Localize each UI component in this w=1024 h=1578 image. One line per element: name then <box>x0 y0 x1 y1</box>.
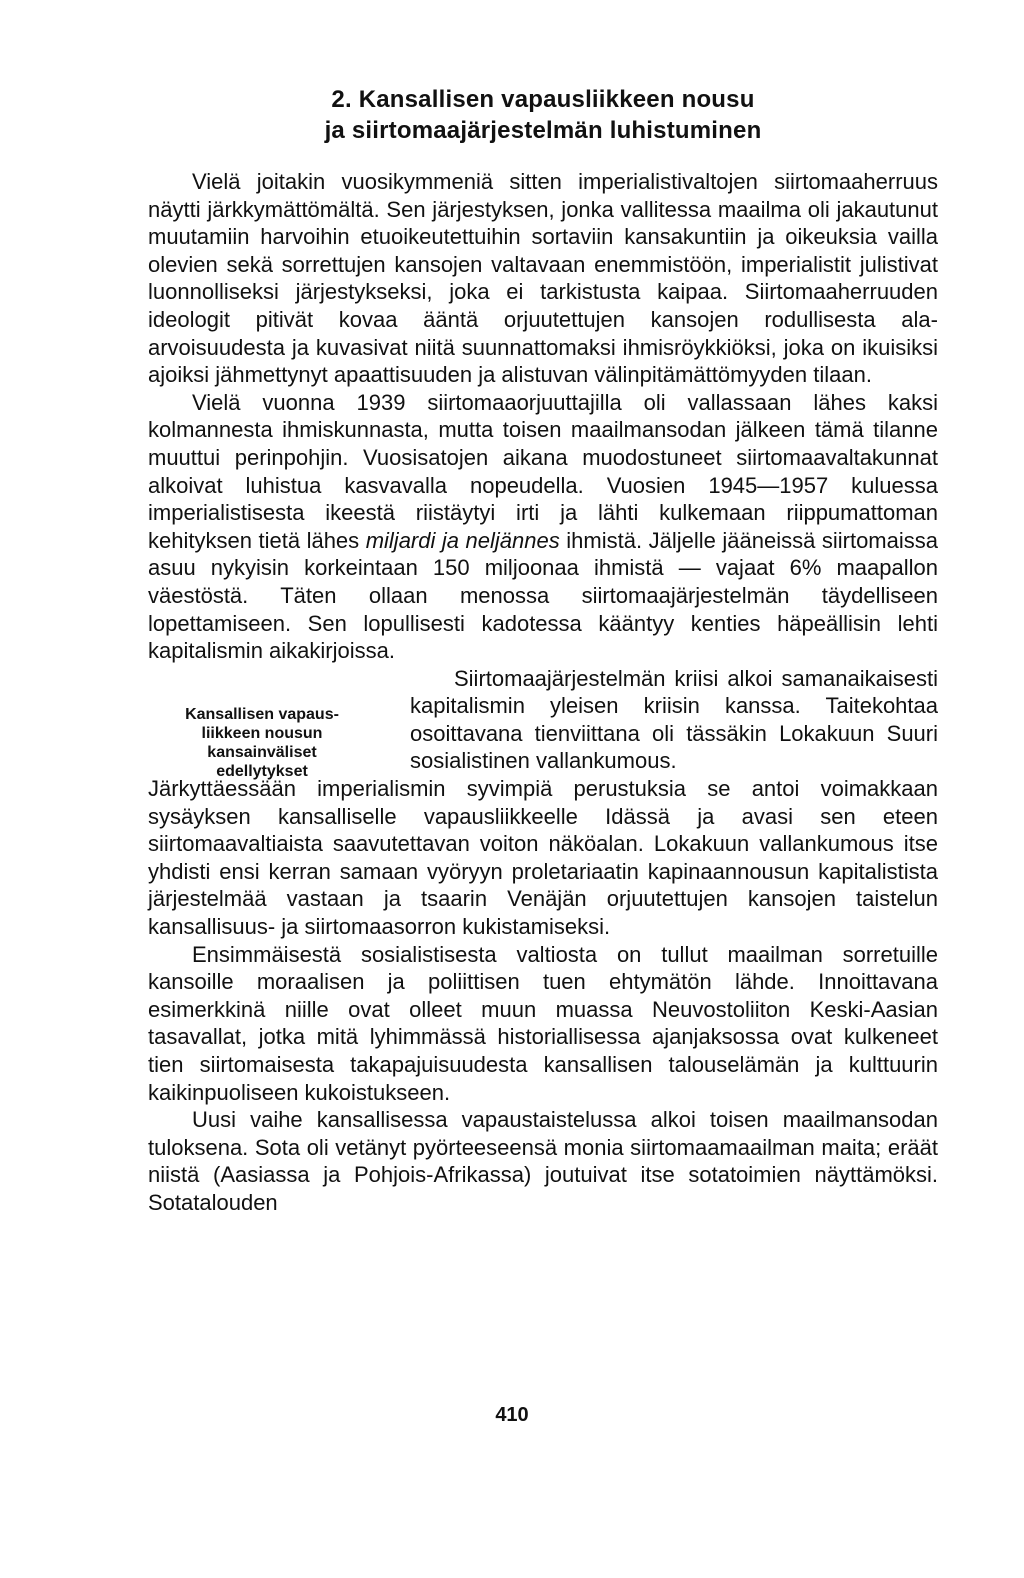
marginal-note-line-3: kansainväliset <box>207 743 317 761</box>
page-number: 410 <box>495 1404 529 1426</box>
paragraph-2-after: ihmistä. Jäljelle jääneissä siirtomaissa asuu nykyisin korkeintaan 150 miljoonaa ihmistä — vajaat 6% maapallon väestöstä. Täten ollaan menossa siirtomaajärjestelmän täydelliseen lopettamiseen. Sen lopullisesti kadotessa kääntyy kenties häpeällisin lehti kapitalismin aikakirjoissa. <box>148 527 938 664</box>
paragraph-3-rest: Järkyttäessään imperialismin syvimpiä perustuksia se antoi voimakkaan sysäyksen kansalliselle vapausliikkeelle Idässä ja avasi sen eteen siirtomaavaltiaista saavutettavan voiton näköalan. Lokakuun vallankumous itse yhdisti ensi kerran samaan vyöryyn proletariaatin kapinaannousun kapitalistista järjestelmää vastaan ja tsaarin Venäjän orjuutettujen kansojen taistelun kansallisuus- ja siirtomaasorron kukistamiseksi. <box>148 776 938 940</box>
document-page <box>148 84 938 1217</box>
paragraph-5: Uusi vaihe kansallisessa vapaustaistelussa alkoi toisen maailmansodan tuloksena. Sota oli vetänyt pyörteeseensä monia siirtomaamaailman maita; eräät niistä (Aasiassa ja Pohjois-Afrikassa) joutuivat itse sotatoimien näyttämöksi. Sotatalouden <box>148 1107 938 1215</box>
paragraph-2 <box>148 389 938 665</box>
paragraph-2-before: Vielä vuonna 1939 siirtomaaorjuuttajilla oli vallassaan lähes kaksi kolmannesta ihmiskunnasta, mutta toisen maailmansodan jälkeen tämä tilanne muuttui perinpohjin. Vuosisatojen aikana muodostuneet siirtomaavaltakunnat alkoivat luhistua kasvavalla nopeudella. Vuosien 1945—1957 kuluessa imperialistisesta ikeestä riistäytyi irti ja lähti kulkemaan riippumattoman kehityksen tietä lähes <box>148 389 938 553</box>
paragraph-3-side: Siirtomaajärjestelmän kriisi alkoi samanaikaisesti kapitalismin yleisen kriisin kanssa. Taitekohtaa osoittavana tienviittana oli tässäkin Lokakuun Suuri sosialistinen vallankumous. <box>410 665 938 774</box>
body-text <box>148 168 938 1217</box>
paragraph-1: Vielä joitakin vuosikymmeniä sitten imperialistivaltojen siirtomaaherruus näytti järkkymättömältä. Sen järjestyksen, jonka vallitessa maailma oli jakautunut muutamiin harvoihin etuoikeutettuihin sortaviin kansakuntiin ja oikeuksia vailla olevien sekä sorrettujen kansojen valtavaan enemmistöön, imperialistit julistivat luonnolliseksi järjestykseksi, joka ei tarkistusta kaipaa. Siirtomaaherruuden ideologit pitivät kovaa ääntä orjuutettujen kansojen rodullisesta ala-arvoisuudesta ja kuvasivat niitä suunnattomaksi ihmisröykkiöksi, joka on ikuisiksi ajoiksi jähmettynyt apaattisuuden ja alistuvan välinpitämättömyyden tilaan. <box>148 169 938 388</box>
section-heading <box>148 84 938 146</box>
paragraph-2-emphasis: miljardi ja neljännes <box>365 527 560 553</box>
marginal-block <box>148 665 938 780</box>
paragraph-4: Ensimmäisestä sosialistisesta valtiosta on tullut maailman sorretuille kansoille moraalisen ja poliittisen tuen ehtymätön lähde. Innoittavana esimerkkinä niille ovat olleet muun muassa Neuvostoliiton Keski-Aasian tasavallat, jotka mitä lyhimmässä historiallisessa ajanjaksossa ovat kulkeneet tien siirtomaisesta takapajuisuudesta kansallisen talouselämän ja kulttuurin kaikinpuoliseen kukoistukseen. <box>148 941 938 1105</box>
marginal-note-line-1: Kansallisen vapaus- <box>185 705 339 723</box>
marginal-note-line-4: edellytykset <box>216 762 308 780</box>
marginal-note-line-2: liikkeen nousun <box>201 724 323 742</box>
heading-line-2: ja siirtomaajärjestelmän luhistuminen <box>324 117 762 144</box>
heading-line-1: 2. Kansallisen vapausliikkeen nousu <box>331 86 755 113</box>
marginal-note <box>148 705 376 781</box>
